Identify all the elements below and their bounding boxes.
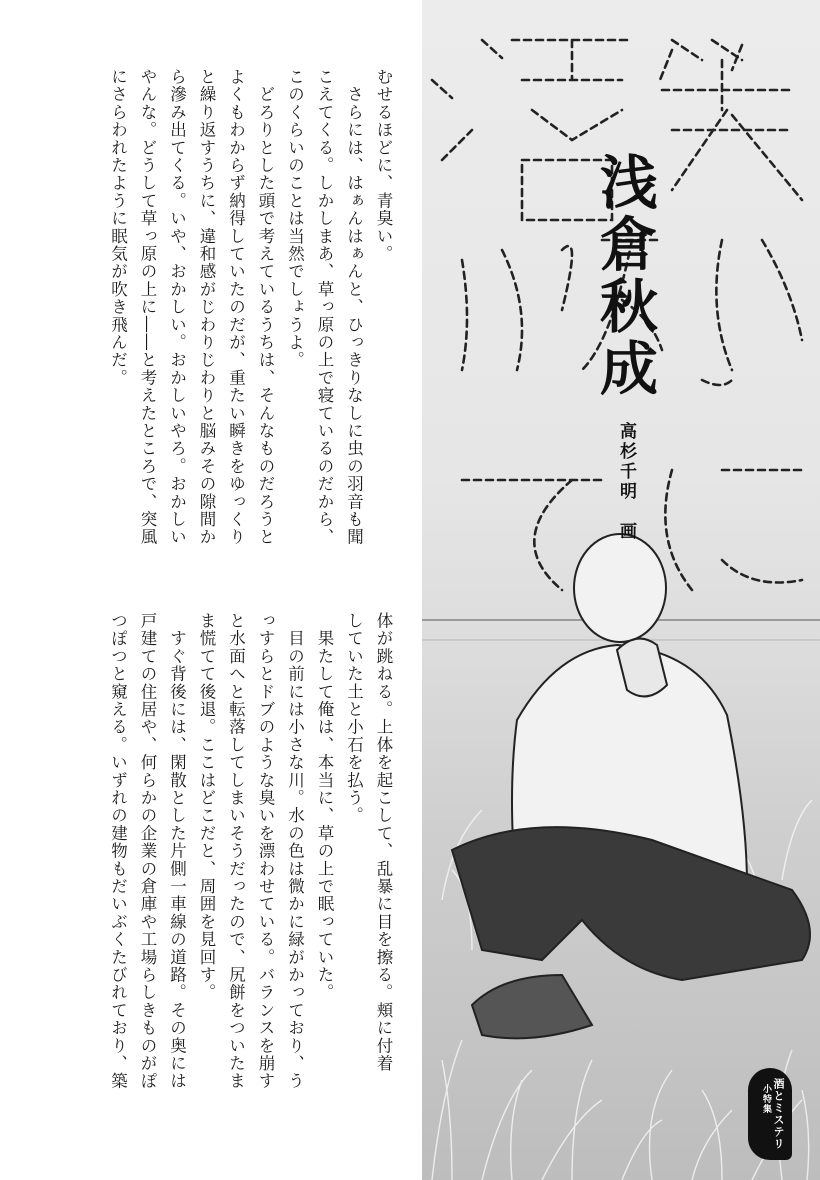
- badge-label: 酒とミステリ: [772, 1078, 785, 1150]
- author-name: 浅倉秋成: [590, 152, 658, 400]
- story-text-lower: 体が跳ねる。上体を起こして、乱暴に目を擦る。頬に付着 していた土と小石を払う。 果たして俺は、本当に、草の上で眠っていた。 目の前には小さな川。水の色は微かに緑がかっており、う っすらとドブのような臭いを漂わせている。バランスを崩す と水面へと転落してしまいそうだったので、尻餅をついたま ま慌てて後退。ここはどこだと、周囲を見回す。 すぐ背後には、閑散とした片側一車線の道路。その奥には 戸建ての住居や、何らかの企業の倉庫や工場らしきものがぽ つぽつと窺える。いずれの建物もだいぶくたびれており、築: [108, 612, 393, 1090]
- illustrator-credit: 高杉千明 画: [616, 422, 636, 542]
- person-figure: [452, 534, 810, 1038]
- story-text-upper: むせるほどに、青臭い。 さらには、はぁんはぁんと、ひっきりなしに虫の羽音も聞 こえてくる。しかしまあ、草っ原の上で寝ているのだから、 このくらいのことは当然でしょうよ。 どろりとした頭で考えているうちは、そんなものだろうと よくもわからず納得していたのだが、重たい瞬きをゆっくり と繰り返すうちに、違和感がじわりじわりと脳みその隙間か ら滲み出てくる。いや、おかしい。おかしいやろ。おかしい やんな。どうして草っ原の上に――と考えたところで、突風 にさらわれたように眠気が吹き飛んだ。: [108, 68, 393, 546]
- feature-badge: [748, 1068, 792, 1160]
- badge-sublabel: 小特集: [761, 1084, 771, 1114]
